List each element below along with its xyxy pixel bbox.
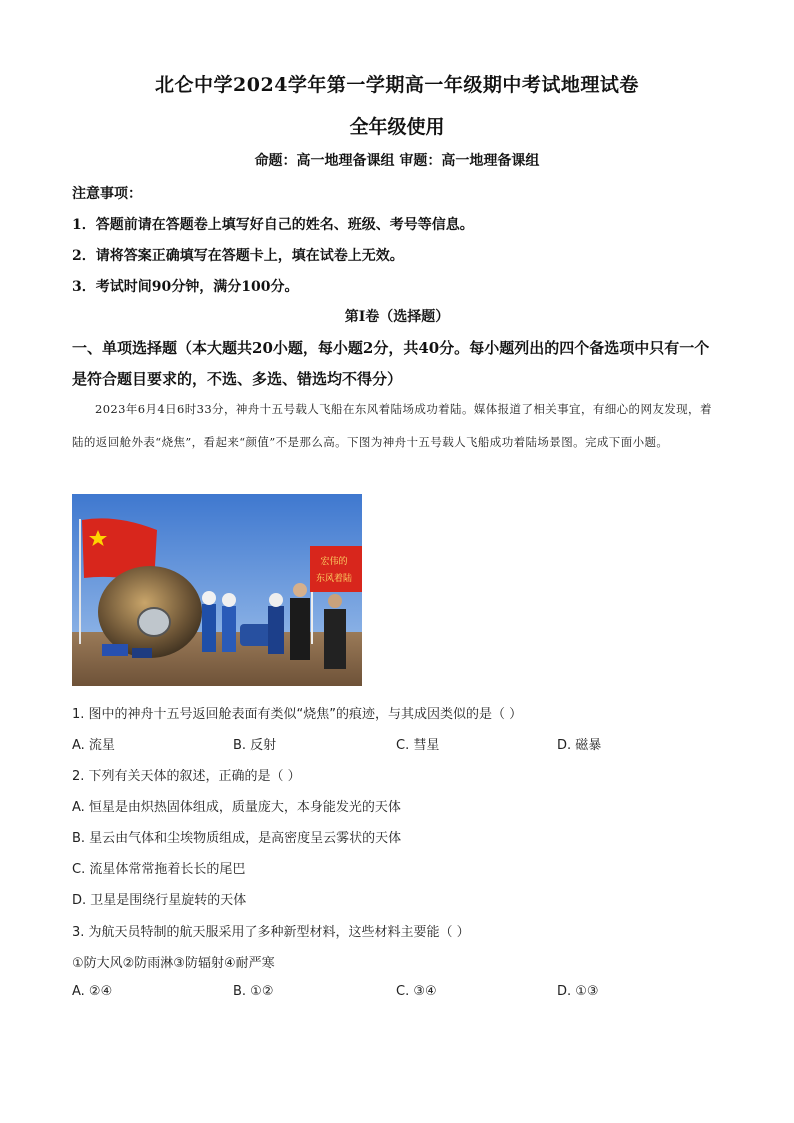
exam-title: 北仑中学2024学年第一学期高一年级期中考试地理试卷 — [155, 74, 639, 96]
question-2-option-b[interactable]: B. 星云由气体和尘埃物质组成，是高密度呈云雾状的天体 — [72, 831, 402, 846]
question-3-statements: ①防大风②防雨淋③防辐射④耐严寒 — [72, 956, 275, 971]
exam-subtitle: 全年级使用 — [349, 116, 445, 138]
notes-heading: 注意事项： — [72, 186, 142, 202]
question-3-option-c[interactable]: C. ③④ — [396, 984, 437, 999]
note-item: 2．请将答案正确填写在答题卡上，填在试卷上无效。 — [72, 248, 404, 264]
landing-photo — [72, 494, 362, 686]
question-2-option-c[interactable]: C. 流星体常常拖着长长的尾巴 — [72, 862, 246, 877]
note-item: 1．答题前请在答题卷上填写好自己的姓名、班级、考号等信息。 — [72, 217, 474, 233]
question-1-option-c[interactable]: C. 彗星 — [396, 738, 440, 753]
section-heading: 一、单项选择题（本大题共20小题，每小题2分，共40分。每小题列出的四个备选项中只有一个是符合题目要求的，不选、多选、错选均不得分） — [72, 339, 710, 388]
question-3-option-a[interactable]: A. ②④ — [72, 984, 113, 999]
question-1-option-d[interactable]: D. 磁暴 — [557, 738, 602, 753]
question-3-stem: 3. 为航天员特制的航天服采用了多种新型材料，这些材料主要能（ ） — [72, 925, 470, 940]
reading-passage: 2023年6月4日6时33分，神舟十五号载人飞船在东风着陆场成功着陆。媒体报道了相关事宜，有细心的网友发现，着陆的返回舱外表“烧焦”，看起来“颜值”不是那么高。下图为神舟十五号载人飞船成功着陆场景图。完成下面小题。 — [72, 402, 712, 449]
svg-text:东风着陆: 东风着陆 — [315, 574, 353, 584]
exam-authors: 命题：高一地理备课组 审题：高一地理备课组 — [254, 153, 540, 169]
svg-text:宏伟的: 宏伟的 — [320, 557, 348, 567]
question-1-option-a[interactable]: A. 流星 — [72, 738, 115, 753]
question-1-stem: 1. 图中的神舟十五号返回舱表面有类似“烧焦”的痕迹，与其成因类似的是（ ） — [72, 707, 523, 722]
question-3-option-b[interactable]: B. ①② — [233, 984, 274, 999]
question-2-stem: 2. 下列有关天体的叙述，正确的是（ ） — [72, 769, 301, 784]
question-2-option-d[interactable]: D. 卫星是围绕行星旋转的天体 — [72, 893, 247, 908]
question-1-option-b[interactable]: B. 反射 — [233, 738, 277, 753]
note-item: 3．考试时间90分钟，满分100分。 — [72, 279, 299, 295]
question-3-option-d[interactable]: D. ①③ — [557, 984, 599, 999]
question-2-option-a[interactable]: A. 恒星是由炽热固体组成，质量庞大，本身能发光的天体 — [72, 800, 401, 815]
part-title: 第I卷（选择题） — [344, 309, 450, 325]
banner-right — [310, 546, 362, 592]
